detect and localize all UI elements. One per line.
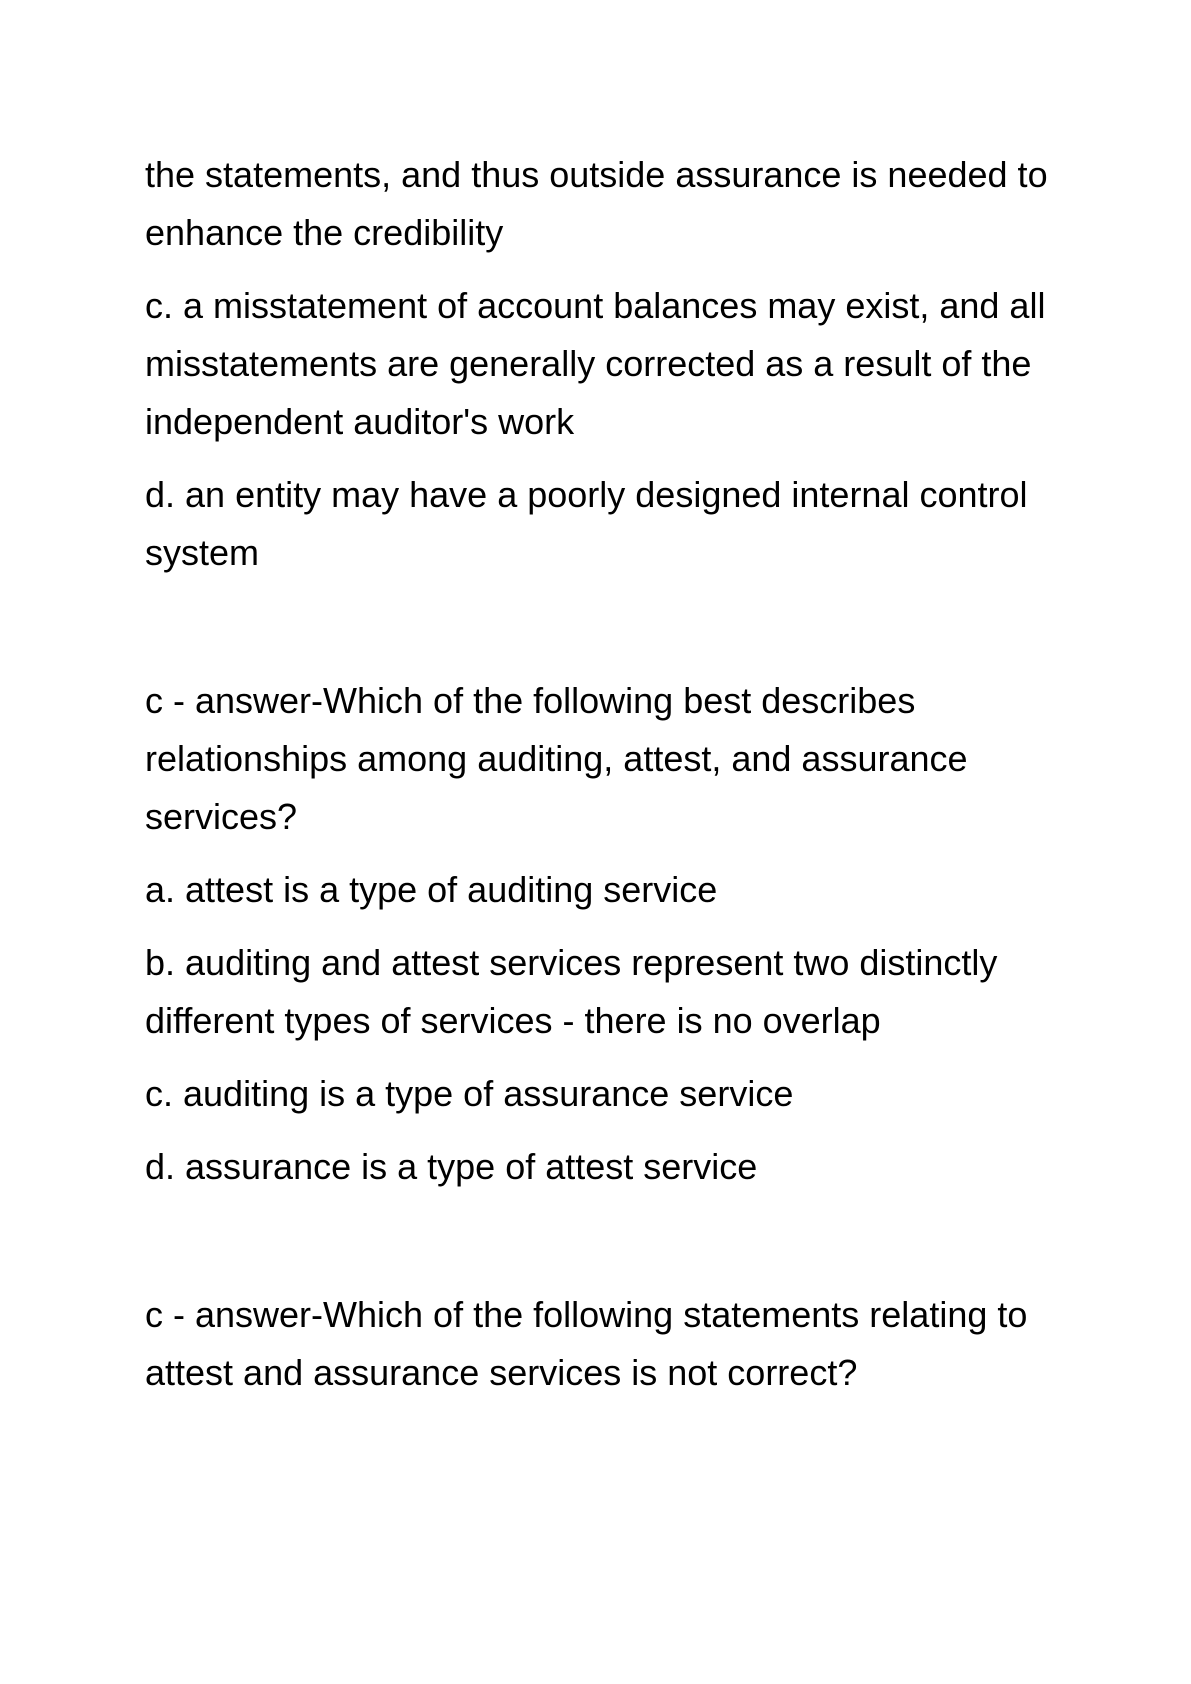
question-stem: c - answer-Which of the following best describes relationships among auditing, attest, and assurance services?	[145, 680, 968, 837]
option-a: a. attest is a type of auditing service	[145, 869, 718, 910]
option-d: d. assurance is a type of attest service	[145, 1146, 758, 1187]
option-b: b. auditing and attest services represent two distinctly different types of services - there is no overlap	[145, 942, 998, 1041]
question-stem: c - answer-Which of the following statements relating to attest and assurance services is not correct?	[145, 1294, 1028, 1393]
document-body	[145, 146, 1065, 1417]
option-d: d. an entity may have a poorly designed internal control system	[145, 474, 1028, 573]
option-c: c. auditing is a type of assurance service	[145, 1073, 794, 1114]
section-spacer	[145, 1211, 1065, 1286]
section-spacer	[145, 597, 1065, 672]
option-c: c. a misstatement of account balances may exist, and all misstatements are generally corrected as a result of the independent auditor's work	[145, 285, 1046, 442]
continuation-text: the statements, and thus outside assurance is needed to enhance the credibility	[145, 154, 1048, 253]
